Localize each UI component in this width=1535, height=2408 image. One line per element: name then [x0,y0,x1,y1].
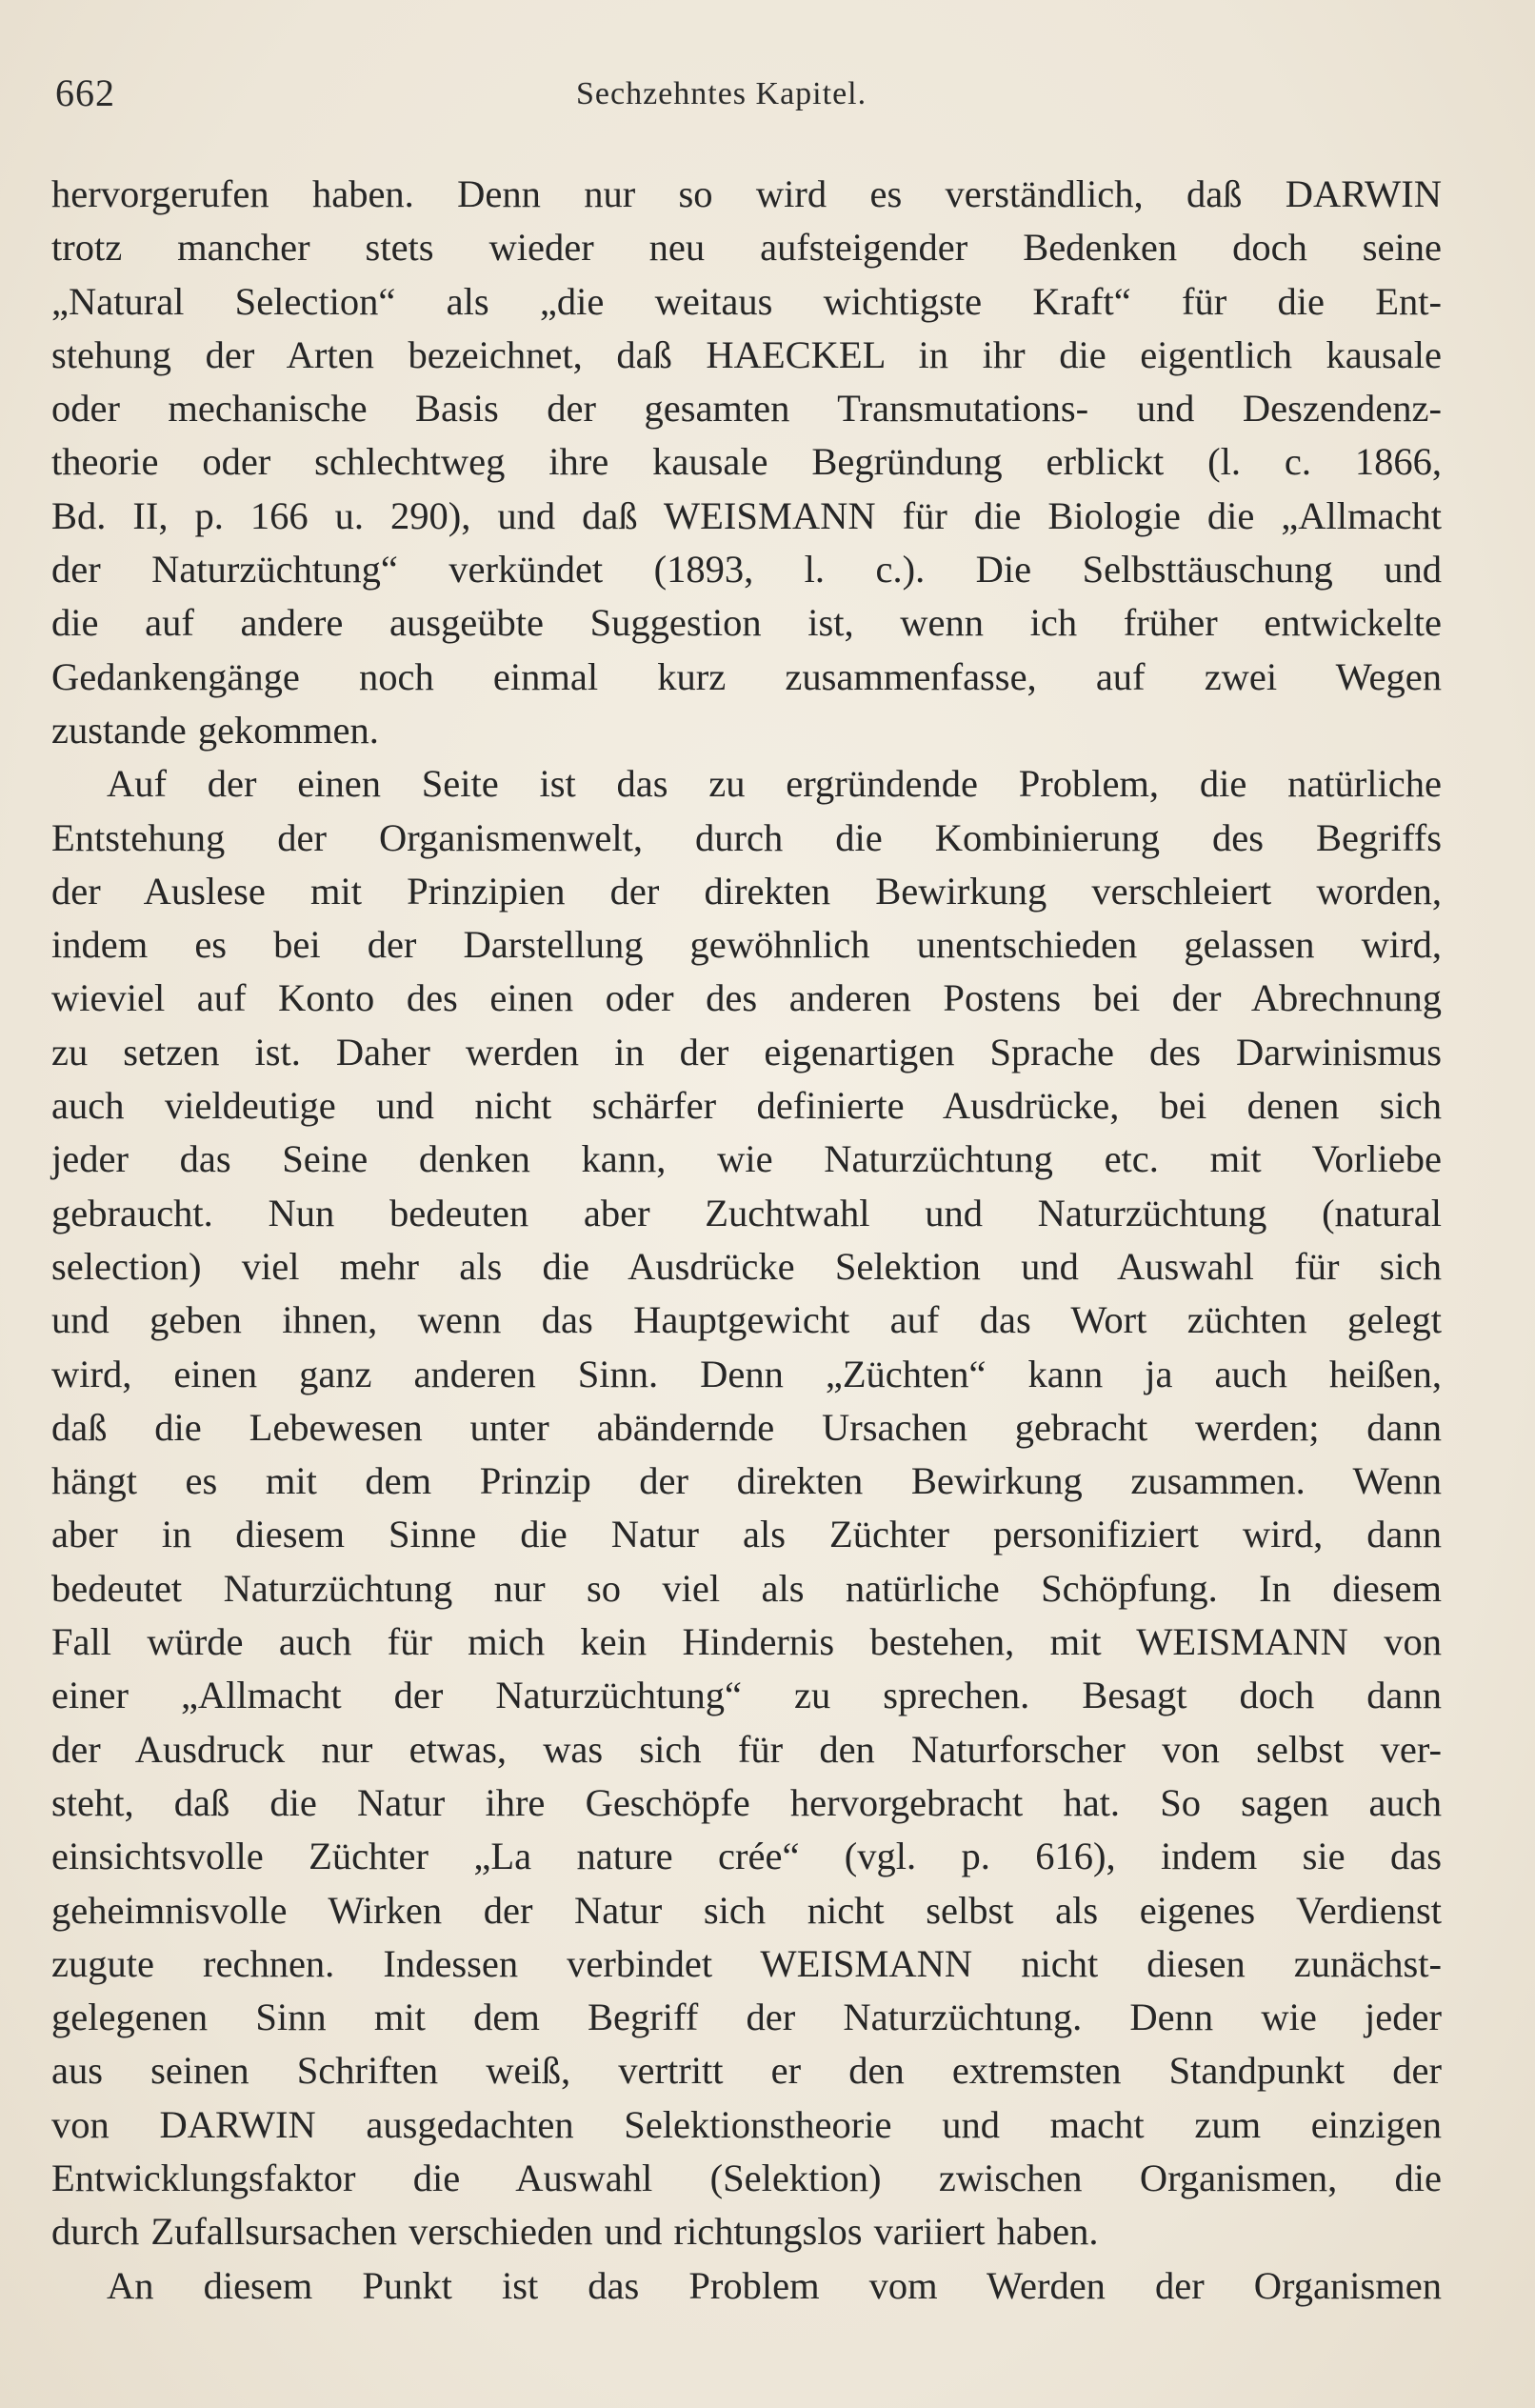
text-line: und geben ihnen, wenn das Hauptgewicht auf das Wort züchten gelegt [51,1298,1442,1342]
body-text [51,168,1442,2313]
text-line: gebraucht. Nun bedeuten aber Zuchtwahl und Naturzüchtung (natural [51,1191,1442,1234]
text-line: selection) viel mehr als die Ausdrücke Selektion und Auswahl für sich [51,1244,1442,1288]
text-line: oder mechanische Basis der gesamten Transmutations- und Deszendenz- [51,387,1442,431]
text-line: Entwicklungsfaktor die Auswahl (Selektion) zwischen Organismen, die [51,2156,1442,2199]
text-line: trotz mancher stets wieder neu aufsteigender Bedenken doch seine [51,226,1442,270]
text-line: geheimnisvolle Wirken der Natur sich nicht selbst als eigenes Verdienst [51,1888,1442,1932]
text-line: indem es bei der Darstellung gewöhnlich unentschieden gelassen wird, [51,923,1442,967]
text-line: wieviel auf Konto des einen oder des anderen Postens bei der Abrechnung [51,976,1442,1020]
text-line: steht, daß die Natur ihre Geschöpfe hervorgebracht hat. So sagen auch [51,1780,1442,1824]
text-line: zu setzen ist. Daher werden in der eigenartigen Sprache des Darwinismus [51,1030,1442,1074]
page-number: 662 [55,71,115,114]
text-line: bedeutet Naturzüchtung nur so viel als natürliche Schöpfung. In diesem [51,1566,1442,1610]
text-line: aber in diesem Sinne die Natur als Züchter personifiziert wird, dann [51,1513,1442,1556]
running-head: Sechzehntes Kapitel. [576,76,867,111]
text-line: Entstehung der Organismenwelt, durch die Kombinierung des Begriffs [51,815,1442,859]
text-line: auch vieldeutige und nicht schärfer definierte Ausdrücke, bei denen sich [51,1084,1442,1128]
text-line: Auf der einen Seite ist das zu ergründende Problem, die natürliche [107,762,1442,806]
text-line: aus seinen Schriften weiß, vertritt er den extremsten Standpunkt der [51,2049,1442,2093]
text-line: einer „Allmacht der Naturzüchtung“ zu sprechen. Besagt doch dann [51,1674,1442,1717]
text-line: hervorgerufen haben. Denn nur so wird es verständlich, daß DARWIN [51,172,1442,215]
text-line: theorie oder schlechtweg ihre kausale Begründung erblickt (l. c. 1866, [51,440,1442,484]
text-line: „Natural Selection“ als „die weitaus wichtigste Kraft“ für die Ent- [51,279,1442,323]
text-line: stehung der Arten bezeichnet, daß HAECKEL in ihr die eigentlich kausale [51,332,1442,376]
page-header [55,70,1445,128]
text-line: Gedankengänge noch einmal kurz zusammenfasse, auf zwei Wegen [51,654,1442,698]
text-line: zustande gekommen. [51,708,379,752]
text-line: hängt es mit dem Prinzip der direkten Bewirkung zusammen. Wenn [51,1459,1442,1503]
text-line: Fall würde auch für mich kein Hindernis bestehen, mit WEISMANN von [51,1620,1442,1664]
text-line: von DARWIN ausgedachten Selektionstheorie und macht zum einzigen [51,2102,1442,2146]
text-line: wird, einen ganz anderen Sinn. Denn „Züchten“ kann ja auch heißen, [51,1352,1442,1395]
text-line: Bd. II, p. 166 u. 290), und daß WEISMANN für die Biologie die „Allmacht [51,493,1442,537]
text-line: durch Zufallsursachen verschieden und richtungslos variiert haben. [51,2210,1099,2254]
text-line: der Auslese mit Prinzipien der direkten Bewirkung verschleiert worden, [51,869,1442,913]
text-line: gelegenen Sinn mit dem Begriff der Naturzüchtung. Denn wie jeder [51,1996,1442,2039]
text-line: der Ausdruck nur etwas, was sich für den Naturforscher von selbst ver- [51,1727,1442,1771]
text-line: daß die Lebewesen unter abändernde Ursachen gebracht werden; dann [51,1405,1442,1449]
text-line: zugute rechnen. Indessen verbindet WEISMANN nicht diesen zunächst- [51,1941,1442,1985]
text-line: einsichtsvolle Züchter „La nature crée“ (vgl. p. 616), indem sie das [51,1835,1442,1878]
text-line: der Naturzüchtung“ verkündet (1893, l. c.). Die Selbsttäuschung und [51,548,1442,592]
text-line: jeder das Seine denken kann, wie Naturzüchtung etc. mit Vorliebe [51,1137,1442,1181]
text-line: An diesem Punkt ist das Problem vom Werden der Organismen [107,2263,1442,2307]
text-line: die auf andere ausgeübte Suggestion ist, wenn ich früher entwickelte [51,601,1442,645]
